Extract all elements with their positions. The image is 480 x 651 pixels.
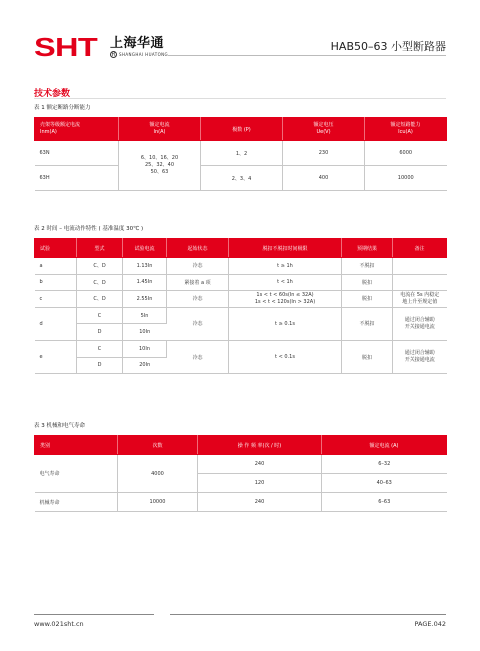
table-header-cell: 额定短路能力 Icu(A) <box>365 118 447 141</box>
table-cell: 240 <box>198 455 322 474</box>
table-cell: 1.45In <box>123 274 167 291</box>
table-header-cell: 极数 (P) <box>201 118 283 141</box>
section-title: 技术参数 <box>34 89 71 99</box>
product-title: HAB50–63 小型断路器 <box>330 40 446 53</box>
table-cell: t ≥ 0.1s <box>229 307 342 340</box>
table-cell: D <box>77 324 123 341</box>
table-cell: C、D <box>77 258 123 275</box>
table-cell: t < 0.1s <box>229 340 342 373</box>
table-cell: 不脱扣 <box>342 258 393 275</box>
brand-name-cn: 上海华通 <box>110 36 165 51</box>
table-cell <box>393 274 447 291</box>
table-cell: 6–32 <box>322 455 447 474</box>
table-cell: 6–63 <box>322 493 447 512</box>
table-cell: d <box>35 307 77 340</box>
table-cell: 脱扣 <box>342 291 393 308</box>
table-cell: 电气寿命 <box>35 455 118 493</box>
brand-name-en: SHANGHAI HUATONG <box>119 52 169 57</box>
registered-mark-icon: R <box>111 50 116 58</box>
table-cell: 机械寿命 <box>35 493 118 512</box>
table-cell: 脱扣 <box>342 340 393 373</box>
brand-mark: SHT <box>34 32 98 62</box>
table3-caption: 表 3 机械和电气寿命 <box>34 423 85 429</box>
table-cell: 通过闭合辅助 开关接通电流 <box>393 340 447 373</box>
table-header-cell: 备注 <box>393 239 447 258</box>
table-cell: D <box>77 357 123 374</box>
table-row <box>35 166 447 191</box>
table-header-cell: 起始状态 <box>167 239 229 258</box>
table-header-cell: 类别 <box>35 436 118 455</box>
table-cell: 10In <box>123 324 167 341</box>
breaking-capacity-table <box>34 117 447 191</box>
table-cell: b <box>35 274 77 291</box>
table-header-cell: 预期结果 <box>342 239 393 258</box>
table-cell: 2、3、4 <box>201 166 283 191</box>
table-header-row <box>35 436 447 455</box>
table-cell: c <box>35 291 77 308</box>
table-header-cell: 试验电流 <box>123 239 167 258</box>
table-row <box>35 291 447 308</box>
table-cell: 通过闭合辅助 开关接通电流 <box>393 307 447 340</box>
table-cell: 冷态 <box>167 307 229 340</box>
table-cell: 6、10、16、20 25、32、40 50、63 <box>119 141 201 191</box>
table-cell: a <box>35 258 77 275</box>
table-cell: 冷态 <box>167 291 229 308</box>
table-header-cell: 次数 <box>118 436 198 455</box>
table-row <box>35 258 447 275</box>
time-current-table <box>34 238 447 374</box>
table-cell: C <box>77 307 123 324</box>
table-header-row <box>35 118 447 141</box>
life-table <box>34 435 447 512</box>
table-cell: 1.13In <box>123 258 167 275</box>
table-cell: 10000 <box>365 166 447 191</box>
table-cell: 40–63 <box>322 474 447 493</box>
table-cell: C <box>77 340 123 357</box>
table-header-cell: 额定电流 In(A) <box>119 118 201 141</box>
table-cell: 冷态 <box>167 340 229 373</box>
table-cell: C、D <box>77 291 123 308</box>
table-cell: 1s < t < 60s(In ≤ 32A) 1s < t < 120s(In > 32A) <box>229 291 342 308</box>
table-cell: 紧接着 a 项 <box>167 274 229 291</box>
table-header-cell: 额定电压 Ue(V) <box>283 118 365 141</box>
table-cell: 400 <box>283 166 365 191</box>
page-number: PAGE.042 <box>414 620 446 628</box>
table-header-row <box>35 239 447 258</box>
table-row <box>35 274 447 291</box>
table-cell: 120 <box>198 474 322 493</box>
table-cell <box>393 258 447 275</box>
section-divider <box>34 98 446 99</box>
table-header-cell: 型式 <box>77 239 123 258</box>
table-cell: 不脱扣 <box>342 307 393 340</box>
table-cell: 电流在 5s 内稳定 地上升至规定值 <box>393 291 447 308</box>
table-cell: 6000 <box>365 141 447 166</box>
table-header-cell: 试验 <box>35 239 77 258</box>
table-header-cell: 脱扣不脱扣时间极限 <box>229 239 342 258</box>
table-cell: 10000 <box>118 493 198 512</box>
table-cell: 4000 <box>118 455 198 493</box>
table-cell: 63H <box>35 166 119 191</box>
table-cell: 1、2 <box>201 141 283 166</box>
footer-divider-left <box>34 614 154 615</box>
table1-caption: 表 1 额定断路分断能力 <box>34 105 91 111</box>
table-cell: 20In <box>123 357 167 374</box>
table-cell: t < 1h <box>229 274 342 291</box>
table-row <box>35 307 447 324</box>
table-cell: 10In <box>123 340 167 357</box>
table-cell: 240 <box>198 493 322 512</box>
table-cell: 脱扣 <box>342 274 393 291</box>
table-cell: 5In <box>123 307 167 324</box>
table-cell: C、D <box>77 274 123 291</box>
table-cell: e <box>35 340 77 373</box>
table-cell: t ≥ 1h <box>229 258 342 275</box>
table-row <box>35 493 447 512</box>
table-row <box>35 455 447 474</box>
table-row <box>35 141 447 166</box>
footer-url: www.021sht.cn <box>34 620 84 628</box>
table-header-cell: 额定电流 (A) <box>322 436 447 455</box>
header-divider <box>168 55 446 56</box>
table-cell: 2.55In <box>123 291 167 308</box>
table-row <box>35 340 447 357</box>
footer-divider-right <box>170 614 446 615</box>
brand-logo <box>34 32 169 62</box>
table-header-cell: 壳架等级额定电流 Inm(A) <box>35 118 119 141</box>
table-cell: 冷态 <box>167 258 229 275</box>
table-header-cell: 操 作 频 率(次 / 时) <box>198 436 322 455</box>
table-cell: 63N <box>35 141 119 166</box>
table2-caption: 表 2 时间 – 电流动作特性 ( 基准温度 30℃ ) <box>34 226 144 232</box>
table-cell: 230 <box>283 141 365 166</box>
